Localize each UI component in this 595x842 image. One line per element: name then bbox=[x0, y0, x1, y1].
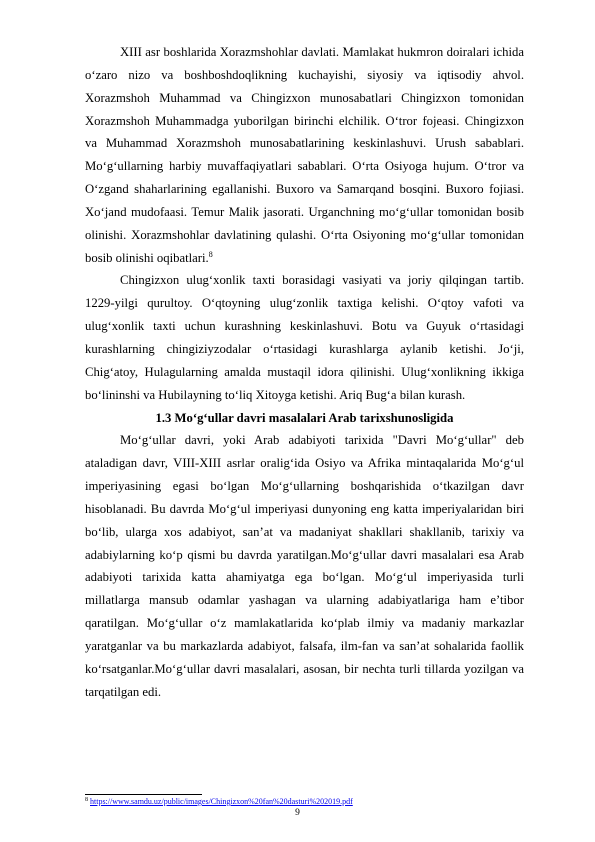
paragraph-1-text: XIII asr boshlarida Xorazmshohlar davlati. Mamlakat hukmron doiralari ichida oʻzaro nizo va boshboshdoqlikning kuchayishi, siyosiy va iqtisodiy ahvol. Xorazmshoh Muhammad va Chingizxon munosabatlari Chingizxon tomonidan Xorazmshoh Muhammadga yuborilgan birinchi elchilik. Oʻtror fojeasi. Chingizxon va Muhammad Xorazmshoh munosabatlarining keskinlashuvi. Urush sabablari. Moʻgʻullarning harbiy muvaffaqiyatlari sabablari. Oʻrta Osiyoga hujum. Oʻtror va Oʻzgand shaharlarining egallanishi. Buxoro va Samarqand bosqini. Buxoro fojiasi. Xoʻjand mudofaasi. Temur Malik jasorati. Urganchning moʻgʻullar tomonidan bosib olinishi. Xorazmshohlar davlatining qulashi. Oʻrta Osiyoning moʻgʻullar tomonidan bosib olinishi oqibatlari. bbox=[85, 45, 524, 265]
paragraph-1 bbox=[85, 41, 524, 269]
footnote bbox=[85, 797, 525, 807]
footnote-link[interactable]: https://www.samdu.uz/public/images/Chingizxon%20fan%20dasturi%202019.pdf bbox=[90, 797, 353, 806]
footnote-number: 8 bbox=[85, 797, 88, 803]
paragraph-3: Mo‘g‘ullar davri, yoki Arab adabiyoti tarixida "Davri Mo‘g‘ullar" deb ataladigan davr, VIII-XIII asrlar oralig‘ida Osiyo va Afrika mintaqalarida Mo‘g‘ul imperiyasining egasi bo‘lgan Mo‘g‘ullarning boshqarishida o‘tkazilgan davr hisoblanadi. Bu davrda Mo‘g‘ul imperiyasi dunyoning eng katta imperiyalaridan biri bo‘lib, ularga xos adabiyot, san’at va madaniyat shakllari shakllanib, tarixiy va adabiylarning ko‘p qismi bu davrda yaratilgan.Mo‘g‘ullar davri masalalari esa Arab adabiyoti tarixida katta ahamiyatga ega bo‘lgan. Mo‘g‘ul imperiyasida turli millatlarga mansub odamlar yashagan va ularning adabiyatlariga ham e’tibor qaratilgan. Mo‘g‘ullar o‘z mamlakatlarida ko‘plab ilmiy va madaniy markazlar yaratganlar va bu markazlarda adabiyot, falsafa, ilm-fan va san’at sohalarida faollik ko‘rsatganlar.Mo‘g‘ullar davri masalalari, asosan, bir nechta turli tillarda yozilgan va tarqatilgan edi. bbox=[85, 433, 524, 699]
section-heading: 1.3 Mo‘g‘ullar davri masalalari Arab tarixshunosligida bbox=[155, 410, 454, 425]
page-body bbox=[85, 41, 524, 703]
footnote-reference[interactable]: 8 bbox=[208, 249, 213, 259]
page-number: 9 bbox=[295, 808, 300, 818]
footnote-divider bbox=[85, 794, 202, 795]
paragraph-2: Chingizxon ulugʻxonlik taxti borasidagi vasiyati va joriy qilqingan tartib. 1229-yilgi qurultoy. Oʻqtoyning ulugʻzonlik taxtiga kelishi. Oʻqtoy vafoti va ulugʻxonlik taxti uchun kurashning keskinlashuvi. Botu va Guyuk oʻrtasidagi kurashlarning chingiziyzodalar oʻrtasidagi kurashlarga aylanib ketishi. Joʻji, Chigʻatoy, Hulagularning amalda mustaqil idora qilinishi. Ulugʻxonlikning ikkiga boʻlininshi va Hubilayning toʻliq Xitoyga ketishi. Ariq Bugʻa bilan kurash. bbox=[85, 273, 524, 402]
